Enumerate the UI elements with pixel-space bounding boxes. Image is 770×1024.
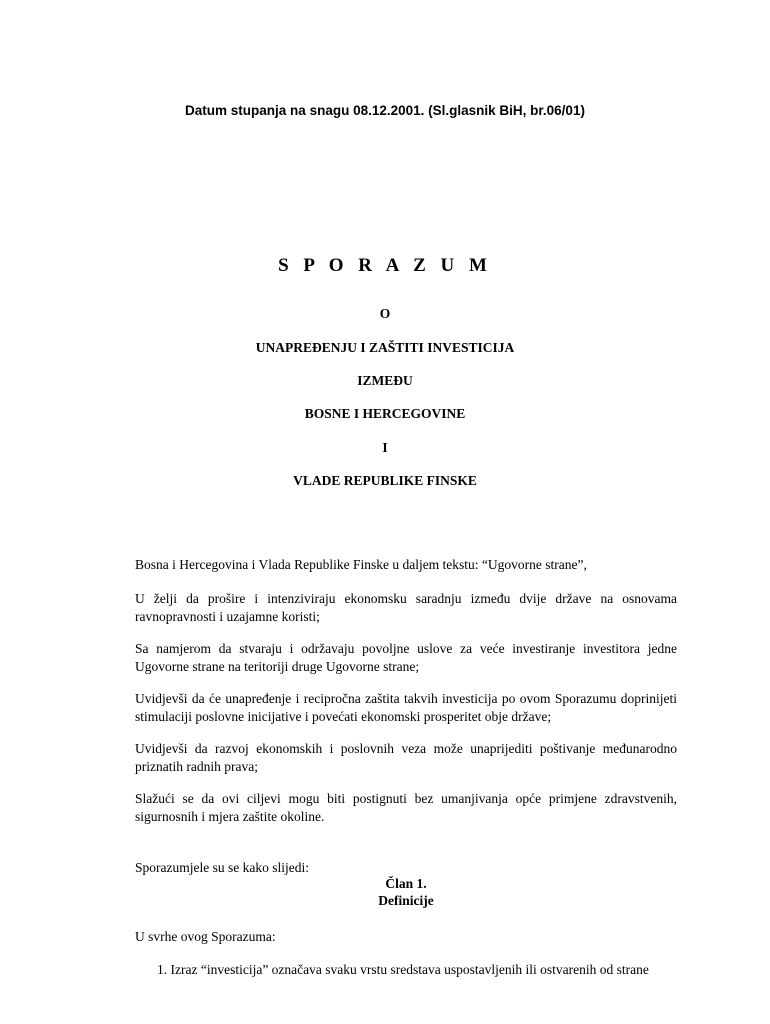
subtitle-line-o: O [379,306,391,321]
preamble-paragraph: U želji da prošire i intenziviraju ekonomsku saradnju između dvije države na osnovama ravnopravnosti i uzajamne koristi; [135,591,677,624]
effective-date-header: Datum stupanja na snagu 08.12.2001. (Sl.glasnik BiH, br.06/01) [185,103,585,118]
preamble-paragraph: Uvidjevši da razvoj ekonomskih i poslovnih veza može unaprijediti poštivanje međunarodno priznatih radnih prava; [135,741,677,774]
article-title: Definicije [378,893,434,908]
subtitle-line-subject: UNAPREĐENJU I ZAŠTITI INVESTICIJA [255,340,515,355]
agreement-intro: Sporazumjele su se kako slijedi: [135,860,309,875]
preamble-paragraph: Uvidjevši da će unapređenje i recipročna zaštita takvih investicija po ovom Sporazumu doprinijeti stimulaciji poslovne inicijative i povećati ekonomski prosperitet obje države; [135,691,677,724]
definition-list-item: 1. Izraz “investicija” označava svaku vrstu sredstava uspostavljenih ili ostvarenih od strane [157,962,649,977]
subtitle-line-between: IZMEĐU [357,373,413,388]
preamble-paragraph: Slažući se da ovi ciljevi mogu biti postignuti bez umanjivanja opće primjene zdravstvenih, sigurnosnih i mjera zaštite okoline. [135,791,677,824]
article-number: Član 1. [385,876,427,891]
subtitle-line-party-one: BOSNE I HERCEGOVINE [304,406,466,421]
preamble-paragraph: Sa namjerom da stvaraju i održavaju povoljne uslove za veće investiranje investitora jedne Ugovorne strane na teritoriji druge Ugovorne strane; [135,641,677,674]
article-intro: U svrhe ovog Sporazuma: [135,929,276,944]
subtitle-line-and: I [382,440,388,455]
preamble-paragraph: Bosna i Hercegovina i Vlada Republike Finske u daljem tekstu: “Ugovorne strane”, [135,557,587,572]
subtitle-line-party-two: VLADE REPUBLIKE FINSKE [293,473,477,488]
document-title: S P O R A Z U M [278,255,492,276]
